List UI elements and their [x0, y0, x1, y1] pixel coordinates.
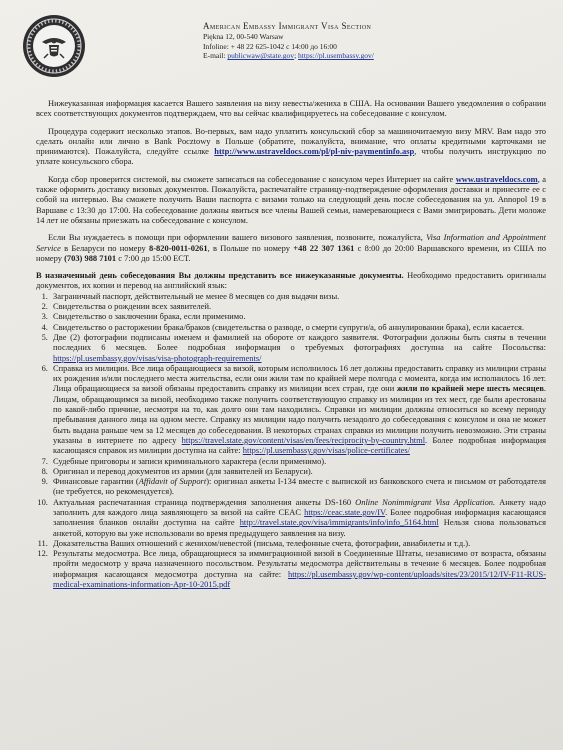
- letterhead: [203, 22, 543, 61]
- payment-info-link[interactable]: http://www.ustraveldocs.com/pl/pl-niv-paymentinfo.asp: [214, 146, 415, 157]
- item-text: Финансовые гарантии (: [53, 476, 139, 487]
- police-certificates-link[interactable]: https://pl.usembassy.gov/visas/police-certificates/: [242, 445, 410, 456]
- item-text: Анкету надо заполнить для каждого лица заявляющего за визой на сайте CEAC: [53, 496, 546, 517]
- documents-note: Необходимо предоставить оригиналы документов, их копии и перевод на английский язык:: [36, 270, 547, 291]
- help-e: с 7:00 до 15:00 ЕСТ.: [118, 252, 191, 263]
- list-item: [50, 456, 546, 466]
- list-item: [50, 497, 546, 538]
- help-paragraph: [36, 232, 546, 263]
- documents-list: [36, 291, 546, 590]
- documents-intro: [36, 270, 546, 291]
- belarus-phone: 8-820-0011-0261: [149, 242, 208, 253]
- item-text: Оригинал и перевод документов из армии (для заявителей из Беларуси).: [53, 465, 313, 476]
- separator: ;: [294, 51, 297, 61]
- fee-text: Процедура содержит несколько этапов. Во-первых, вам надо уплатить консульский сбор за машиночитаемую визу MRV. Вам надо это сделать онлайн или лично в Bank Pocztowy в Польше (обратите, пожалуйста, внимание, что оплаты кредитными карточками не принимаются). Пожалуйста, следуйте ссылке: [36, 125, 546, 157]
- list-item: [50, 291, 546, 301]
- fee-after: , чтобы получить инструкцию по уплате консульского сбора.: [36, 146, 546, 167]
- item-text: Результаты медосмотра. Все лица, обращающиеся за иммиграционной визой в Соединенные Штаты, независимо от возраста, обязаны пройти медосмотр у врача назначенного посольством. Результаты медосмотра действительны в течение 6 месяцев. Более подробная информация касающаяся медосмотра доступна на сайте:: [53, 548, 546, 579]
- item-text: . Более подробная информация касающаяся заполнения бланков онлайн доступна на сайте: [53, 506, 546, 528]
- list-item: [50, 466, 546, 476]
- email-link[interactable]: publicwaw@state.gov: [227, 51, 295, 61]
- appointment-after: , а также оформить доставку визовых документов. Пожалуйста, распечатайте страницу-подтверждение оформления доставки и принесите ее с собой на интервью. Вы сможете получить Ваши паспорта с визами только на следующий день после собеседования на ул. Annopol 19 в Варшаве с 13:30 до 17:00. На собеседование должны явиться все члены Вашей семьи, намеревающиеся с Вами эмигрировать. Дети моложе 14 лет не обязаны приезжать на собеседование с консулом.: [36, 173, 547, 225]
- medical-info-link[interactable]: https://pl.usembassy.gov/wp-content/uploads/sites/23/2015/12/IV-F11-RUS-medical-examinations-information-Apr-10-2015.pdf: [53, 568, 547, 590]
- poland-phone: +48 22 307 1361: [293, 242, 355, 253]
- item-text: ): оригинал анкеты I-134 вместе с выпиской из банковского счета и письмом от работодателя (не требуется, но рекомендуется).: [53, 476, 547, 497]
- item-text: Справка из милиции. Все лица обращающиеся за визой, которым исполнилось 16 лет должны предоставить справку из милиции страны их рождения и/или последнего места жительства, если они жили там по крайней мере полгода с момента, когда им исполнилось 16 лет. Лица обращающиеся за визой обязаны предоставить справку из милиции всех стран, где они: [53, 362, 546, 394]
- embassy-seal-icon: [22, 14, 86, 78]
- item-text: Свидетельство о заключении брака, если применимо.: [53, 311, 246, 322]
- item-text: . Более подробная информация касающаяся справок из милиции доступна на сайте:: [53, 434, 546, 456]
- item-emphasis: жили по крайней мере шесть месяцев: [396, 383, 544, 394]
- ceac-link[interactable]: https://ceac.state.gov/IV: [304, 506, 386, 517]
- letter-body: [36, 98, 546, 589]
- list-item: [50, 301, 546, 311]
- embassy-address: Piękna 12, 00-540 Warsaw: [203, 31, 284, 41]
- item-text: Свидетельство о расторжении брака/браков (свидетельства о разводе, о смерти супруги/а, об аннулировании брака), если касается.: [53, 321, 524, 332]
- website-link[interactable]: https://pl.usembassy.gov/: [298, 51, 374, 61]
- appointment-paragraph: [36, 174, 546, 225]
- list-item: [50, 311, 546, 321]
- help-b: в Беларуси по номеру: [64, 242, 146, 253]
- item-text: Судебные приговоры и записи криминального характера (если применимо).: [53, 455, 327, 466]
- item-text: . Лицам, обращающимся за визой, необходимо также получить соответствующую справку из милиции из тех мест, где были арестованы по какой-либо причине, несмотря на то, как долго они там находились. Справки из милиции должны относиться ко всему периоду пребывания данного лица на одном месте. Справку из милиции надо получить незадолго до собеседования с консулом и она не может быть выдана раньше чем за 12 месяцев до собеседования. В некоторых странах справки из милиции получить невозможно. Эти страны указаны в интернете по адресу: [53, 383, 547, 445]
- help-c: , в Польше по номеру: [207, 242, 291, 253]
- item-text: Заграничный паспорт, действительный не менее 8 месяцев со дня выдачи визы.: [53, 290, 340, 301]
- list-item: [50, 538, 546, 548]
- item-text: Свидетельства о рождении всех заявителей.: [53, 301, 212, 312]
- list-item: [50, 322, 546, 332]
- help-d: с 8:00 до 20:00 Варшавского времени, из США по номеру: [36, 242, 547, 263]
- ustraveldocs-link[interactable]: www.ustraveldocs.com: [455, 173, 538, 184]
- documents-heading: В назначенный день собеседования Вы должны представить все нижеуказанные документы.: [36, 270, 404, 281]
- item-text: Две (2) фотографии подписаны именем и фамилией на обороте от каждого заявителя. Фотографии должны быть сняты в течении последних 6 месяцев. Более подробная информация о требуемых фотографиях доступна на сайте Посольства:: [53, 331, 546, 353]
- appointment-before: Когда сбор проверится системой, вы сможете записаться на собеседование с консулом через Интернет на сайте: [48, 173, 454, 184]
- item-text: Доказательства Ваших отношений с женихом/невестой (письма, телефонные счета, фотографии, авиабилеты и т.д.).: [53, 537, 471, 548]
- list-item: [50, 332, 546, 363]
- item-text: Актуальная распечатанная страница подтверждения заполнения анкеты DS-160: [53, 496, 352, 507]
- photo-requirements-link[interactable]: https://pl.usembassy.gov/visas/visa-photograph-requirements/: [53, 352, 262, 363]
- infoline: Infoline: + 48 22 625-1042 c 14:00 до 16:00: [203, 41, 337, 51]
- help-a: Если Вы нуждаетесь в помощи при оформлении вашего визового заявления, позвоните, пожалуйста,: [48, 232, 423, 243]
- organization-name: American Embassy Immigrant Visa Section: [203, 21, 372, 31]
- fee-paragraph: [36, 126, 546, 167]
- item-italic: Online Nonimmigrant Visa Application.: [355, 496, 496, 507]
- item-italic: Affidavit of Support: [138, 476, 207, 487]
- travel-state-link[interactable]: http://travel.state.gov/visa/immigrants/info/info_5164.html: [239, 517, 439, 528]
- intro-paragraph: Нижеуказанная информация касается Вашего заявления на визу невесты/жениха в США. На основании Вашего уведомления о собрании всех соответствующих документов подтверждаем, что вы сейчас квалифицируетесь на собеседование с консулом.: [36, 98, 546, 119]
- list-item: [50, 476, 546, 497]
- reciprocity-link[interactable]: https://travel.state.gov/content/visas/en/fees/reciprocity-by-country.html: [181, 434, 426, 445]
- item-text: Нельзя снова пользоваться анкетой, которую вы уже использовали во время предыдущего заявления на визу.: [53, 517, 546, 538]
- list-item: [50, 548, 546, 589]
- list-item: [50, 363, 546, 456]
- email-prefix: E-mail:: [203, 51, 226, 61]
- contact-line: [203, 51, 543, 61]
- service-name: Visa Information and Appointment Service: [36, 232, 546, 253]
- usa-phone: (703) 988 7101: [64, 252, 117, 263]
